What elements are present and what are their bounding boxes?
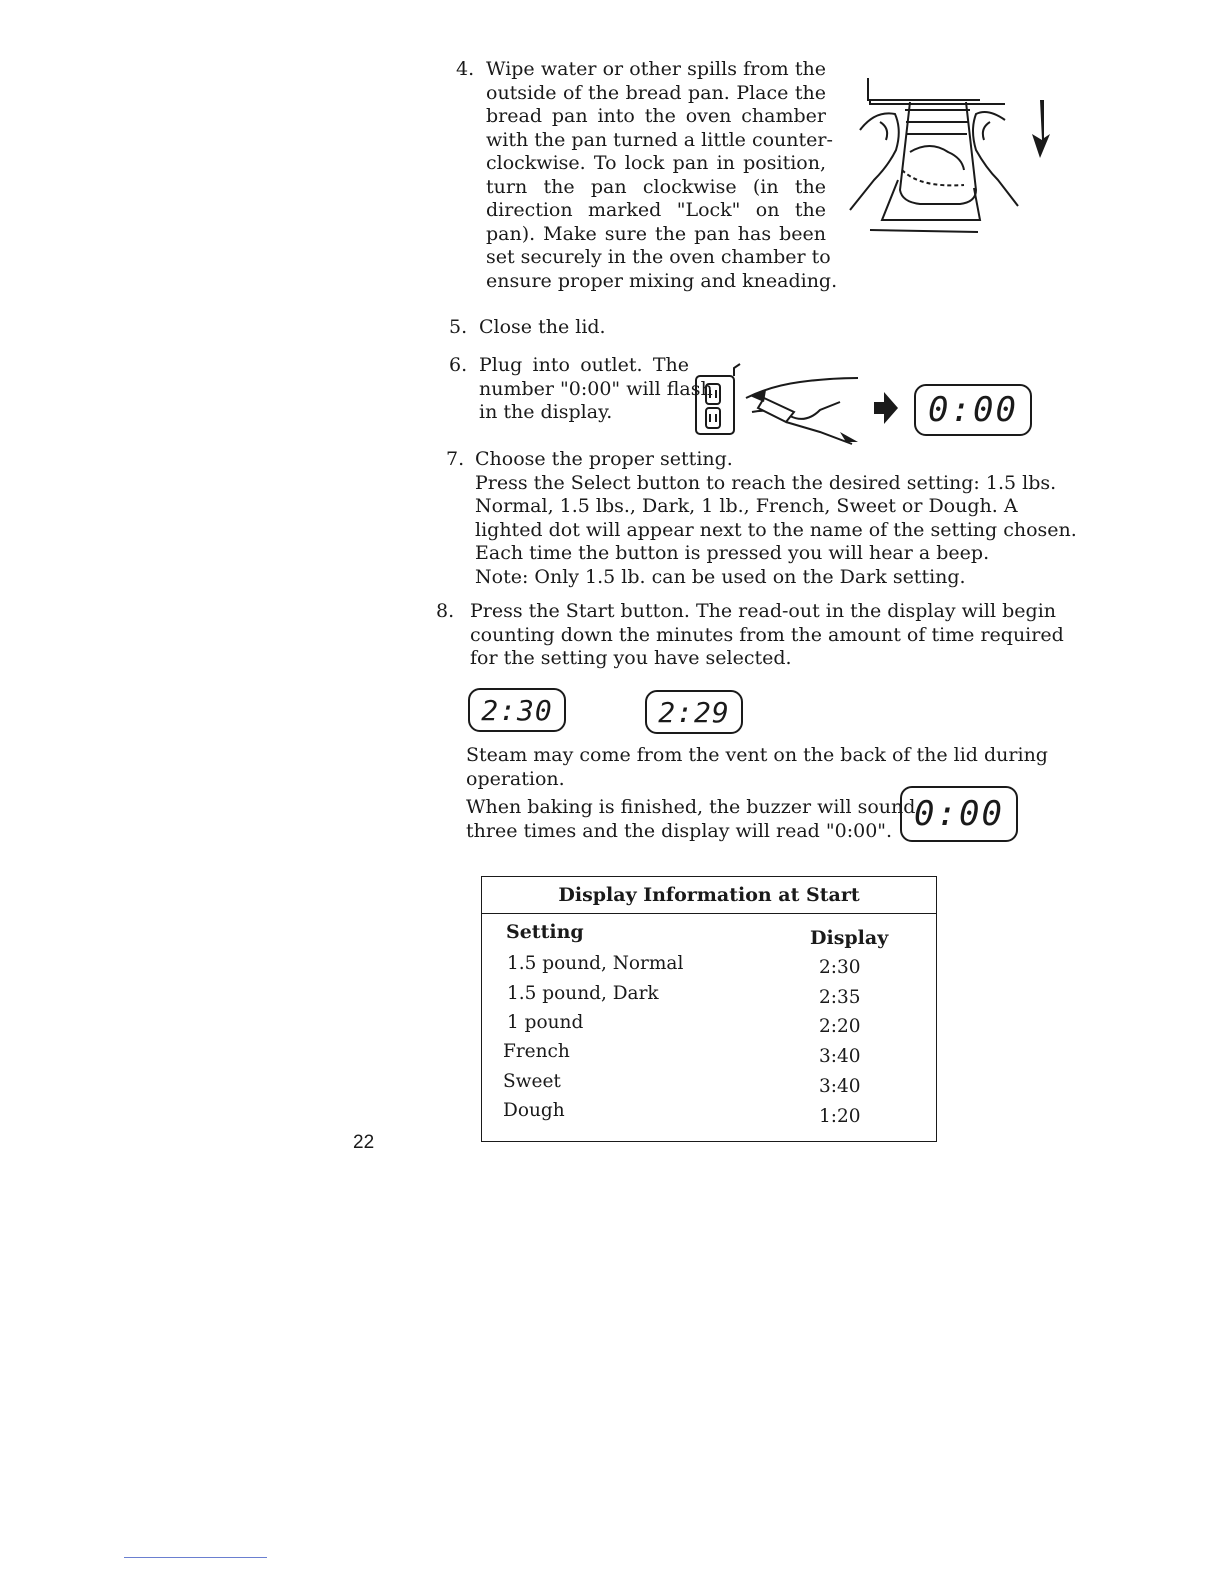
step-number: 4. — [456, 58, 475, 80]
step-number: 8. — [436, 600, 455, 622]
bread-pan-illustration — [830, 70, 1060, 250]
table-cell-display: 3:40 — [819, 1046, 861, 1067]
display-readout-countdown-first: 2:30 — [468, 688, 566, 732]
step-8-text: Press the Start button. The read-out in the display will begin counting down the minutes from the amount of time required for the setting you have selected. — [470, 600, 1064, 669]
step-5-text: Close the lid. — [479, 316, 606, 338]
display-readout-countdown-second: 2:29 — [645, 690, 743, 734]
column-header-setting: Setting — [506, 921, 584, 943]
step-4-text: Wipe water or other spills from the outside of the bread pan. Place the bread pan into the oven chamber with the pan turned a little counter- clockwise. To lock pan in position, turn the pan clockwise (in the direction marked "Lock" on the pan). Make sure the pan has been set securely in the oven chamber to ensure proper mixing and kneading. — [486, 58, 838, 292]
table-cell-setting: Dough — [503, 1100, 565, 1121]
table-cell-display: 2:20 — [819, 1016, 861, 1037]
table-cell-setting: French — [503, 1041, 570, 1062]
table-cell-display: 2:35 — [819, 987, 861, 1008]
table-cell-display: 3:40 — [819, 1076, 861, 1097]
step-number: 6. — [449, 354, 468, 376]
table-cell-setting: 1.5 pound, Normal — [507, 953, 684, 974]
outlet-plug-illustration — [690, 360, 870, 446]
steam-note: Steam may come from the vent on the back of the lid during operation. — [466, 744, 1048, 790]
table-cell-setting: Sweet — [503, 1071, 561, 1092]
display-info-table — [481, 876, 937, 1142]
display-readout-after-plug: 0:00 — [914, 384, 1032, 436]
page-number: 22 — [353, 1132, 375, 1153]
column-header-display: Display — [810, 927, 889, 949]
step-7-text: Choose the proper setting. Press the Select button to reach the desired setting: 1.5 lbs. Normal, 1.5 lbs., Dark, 1 lb., French, Sweet or Dough. A lighted dot will appear next to the name of the setting chosen. Each time the button is pressed you will hear a beep. Note: Only 1.5 lb. can be used on the Dark setting. — [475, 448, 1077, 588]
table-cell-setting: 1.5 pound, Dark — [507, 983, 659, 1004]
table-cell-setting: 1 pound — [507, 1012, 584, 1033]
display-readout-finished: 0:00 — [900, 786, 1018, 842]
finished-note: When baking is finished, the buzzer will sound three times and the display will read "0:00". — [466, 796, 916, 842]
table-title: Display Information at Start — [482, 877, 936, 914]
table-cell-display: 2:30 — [819, 957, 861, 978]
step-6-text: Plug into outlet. The number "0:00" will flash in the display. — [479, 354, 713, 423]
table-cell-display: 1:20 — [819, 1106, 861, 1127]
right-arrow-icon — [872, 390, 900, 426]
step-number: 7. — [446, 448, 465, 470]
footer-rule — [124, 1557, 267, 1558]
step-number: 5. — [449, 316, 468, 338]
